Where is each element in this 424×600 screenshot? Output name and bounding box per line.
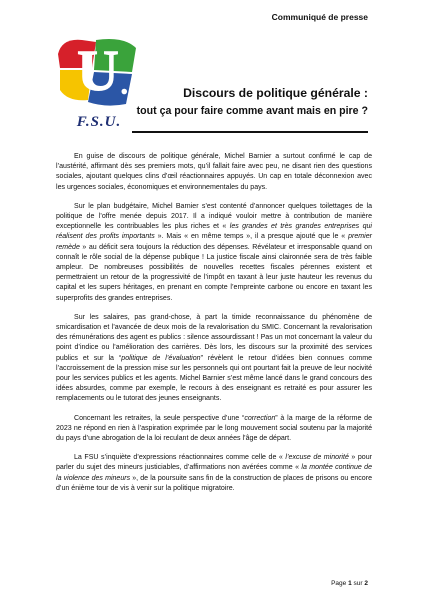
paragraph <box>56 313 372 405</box>
italic-run: l’excuse de minorité <box>285 454 349 462</box>
italic-run: premier remède <box>56 233 372 251</box>
footer-page-number: 1 <box>348 580 352 587</box>
italic-run: les grandes et très grandes entreprises qui réalisent des profits importants <box>56 223 373 241</box>
svg-text:U: U <box>77 38 119 103</box>
page-footer <box>331 580 368 587</box>
text-run: ” à la marge de la réforme de 2023 ne répond en rien à l’aspiration exprimée par le long mouvement social soutenu par la majorité du pays d’une abrogation de la loi reculant de deux années l’âge de départ. <box>56 414 372 443</box>
paragraph <box>56 414 372 445</box>
title-line-2: tout ça pour faire comme avant mais en pire ? <box>136 104 368 117</box>
footer-page-total: 2 <box>364 580 368 587</box>
text-run: Sur les salaires, pas grand-chose, à part la timide reconnaissance du phénomène de smicardisation et l’avancée de deux mois de la revalorisation du SMIC. Concernant la revalorisation des rémunérations des agent es publics : silence assourdissant ! Pas un mot concernant la valeur du point d’indice ou l’amélioration des carrières. Dès lors, les discours sur la proximité des services publics et sur la “ <box>56 313 372 362</box>
text-run: » pour parler du sujet des mineurs justiciables, d’affirmations non avérées comme « <box>56 454 372 472</box>
footer-page-word: Page <box>331 580 347 587</box>
text-run: » au déficit sera toujours la réduction des dépenses. Révélateur et irresponsable quand on connaît le rôle social de la dépense publique ! La justice fiscale ainsi claironnée sera de très faible ampleur. De nombreuses possibilités de nouvelles recettes fiscales pérennes existent et permettraient un retour de la progressivité de l’impôt en taxant à leur juste hauteur les revenus du capital et les supers héritages, en prenant en compte l’empreinte carbone ou encore en taxant les superprofits des grandes entreprises. <box>56 243 372 302</box>
page-title <box>137 84 368 119</box>
paragraph <box>56 202 372 304</box>
text-run: », de la poursuite sans fin de la construction de places de prisons ou encore d’un énième tour de vis à venir sur la politique migratoire. <box>56 474 372 492</box>
title-divider <box>132 131 368 133</box>
fsu-logo <box>52 34 144 126</box>
paragraph <box>56 453 372 494</box>
body-text <box>56 152 372 503</box>
italic-run: correction <box>244 414 276 422</box>
text-run: ” révèlent le retour d’idées bien connues comme l’accroissement de la pression mise sur les personnels qui ont pourtant fait la preuve de leur nocivité pour les services publics et les agents. Michel Barnier s’est même lancé dans le grand concours des idées absurdes, comme par exemple, le recours à des enseignant es retraité es pour assurer les remplacements ou le tutorat des jeunes enseignants. <box>56 354 373 403</box>
text-run: En guise de discours de politique générale, Michel Barnier a surtout confirmé le cap de l’austérité, affirmant dès ses premiers mots, qu’il fallait faire avec peu, ne disant rien des questions sociales, ajoutant quelques clins d’œil réactionnaires appuyés. Un cap en totale déconnexion avec les urgences sociales, économiques et environnementales du pays. <box>56 153 372 191</box>
italic-run: politique de l’évaluation <box>121 354 201 362</box>
paragraph <box>56 152 372 193</box>
text-run: La FSU s’inquiète d’expressions réactionnaires comme celle de « <box>74 454 286 462</box>
text-run: Sur le plan budgétaire, Michel Barnier s’est contenté d’annoncer quelques toilettages de la politique de l’offre menée depuis 2017. Il a indiqué vouloir mettre à contribution de manière exceptionnelle les contribuables les plus riches et « <box>56 202 372 231</box>
svg-text:.: . <box>120 65 129 102</box>
fsu-logo-graphic <box>52 34 144 114</box>
text-run: ». Mais « en même temps », il a presque ajouté que le « <box>154 233 349 241</box>
title-line-1: Discours de politique générale : <box>183 86 368 100</box>
footer-of-word: sur <box>353 580 363 587</box>
italic-run: la montée continue de la violence des mineurs <box>56 464 372 482</box>
text-run: Concernant les retraites, la seule perspective d’une “ <box>74 414 245 422</box>
press-release-label: Communiqué de presse <box>271 12 368 22</box>
logo-caption: F.S.U. <box>76 114 122 130</box>
